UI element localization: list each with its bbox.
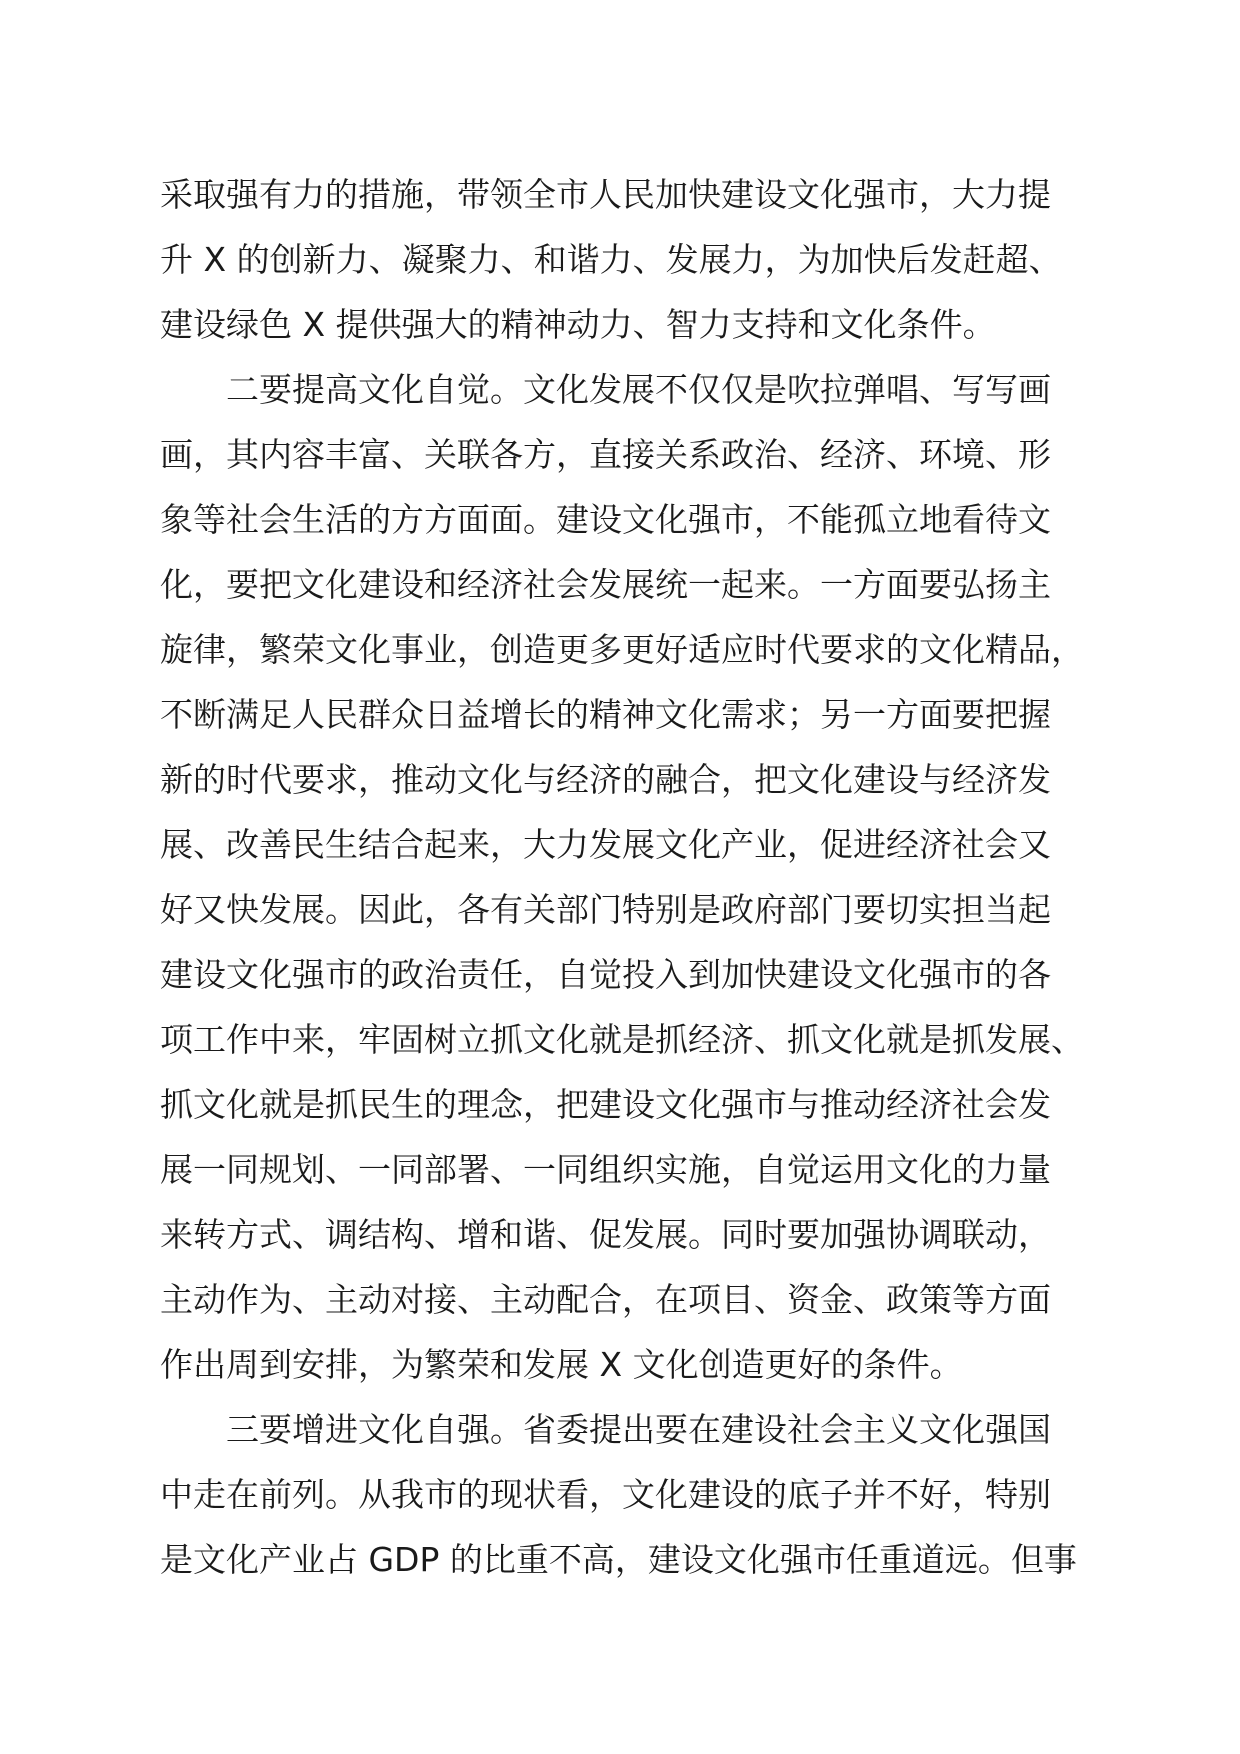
text-line: 作出周到安排，为繁荣和发展 X 文化创造更好的条件。 <box>160 1345 963 1384</box>
text-line: 象等社会生活的方方面面。建设文化强市，不能孤立地看待文 <box>160 500 1051 539</box>
text-line: 展一同规划、一同部署、一同组织实施，自觉运用文化的力量 <box>160 1150 1051 1189</box>
text-line: 主动作为、主动对接、主动配合，在项目、资金、政策等方面 <box>160 1280 1051 1319</box>
text-line: 来转方式、调结构、增和谐、促发展。同时要加强协调联动， <box>160 1215 1051 1254</box>
text-line: 升 X 的创新力、凝聚力、和谐力、发展力，为加快后发赶超、 <box>160 240 1062 279</box>
text-line: 画，其内容丰富、关联各方，直接关系政治、经济、环境、形 <box>160 435 1051 474</box>
text-line: 建设绿色 X 提供强大的精神动力、智力支持和文化条件。 <box>160 305 996 344</box>
text-line: 新的时代要求，推动文化与经济的融合，把文化建设与经济发 <box>160 760 1051 799</box>
text-line: 三要增进文化自强。省委提出要在建设社会主义文化强国 <box>226 1410 1051 1449</box>
text-line: 中走在前列。从我市的现状看，文化建设的底子并不好，特别 <box>160 1475 1051 1514</box>
text-line: 建设文化强市的政治责任，自觉投入到加快建设文化强市的各 <box>160 955 1051 994</box>
text-line: 化，要把文化建设和经济社会发展统一起来。一方面要弘扬主 <box>160 565 1051 604</box>
text-line: 好又快发展。因此，各有关部门特别是政府部门要切实担当起 <box>160 890 1051 929</box>
text-line: 二要提高文化自觉。文化发展不仅仅是吹拉弹唱、写写画 <box>226 370 1051 409</box>
paragraph <box>160 357 1100 1397</box>
document-body <box>160 162 1100 1592</box>
text-line: 不断满足人民群众日益增长的精神文化需求；另一方面要把握 <box>160 695 1051 734</box>
text-line: 项工作中来，牢固树立抓文化就是抓经济、抓文化就是抓发展、 <box>160 1020 1084 1059</box>
paragraph <box>160 1397 1100 1592</box>
paragraph <box>160 162 1100 357</box>
text-line: 采取强有力的措施，带领全市人民加快建设文化强市，大力提 <box>160 175 1051 214</box>
text-line: 抓文化就是抓民生的理念，把建设文化强市与推动经济社会发 <box>160 1085 1051 1124</box>
text-line: 是文化产业占 GDP 的比重不高，建设文化强市任重道远。但事 <box>160 1540 1077 1579</box>
text-line: 展、改善民生结合起来，大力发展文化产业，促进经济社会又 <box>160 825 1051 864</box>
text-line: 旋律，繁荣文化事业，创造更多更好适应时代要求的文化精品， <box>160 630 1084 669</box>
